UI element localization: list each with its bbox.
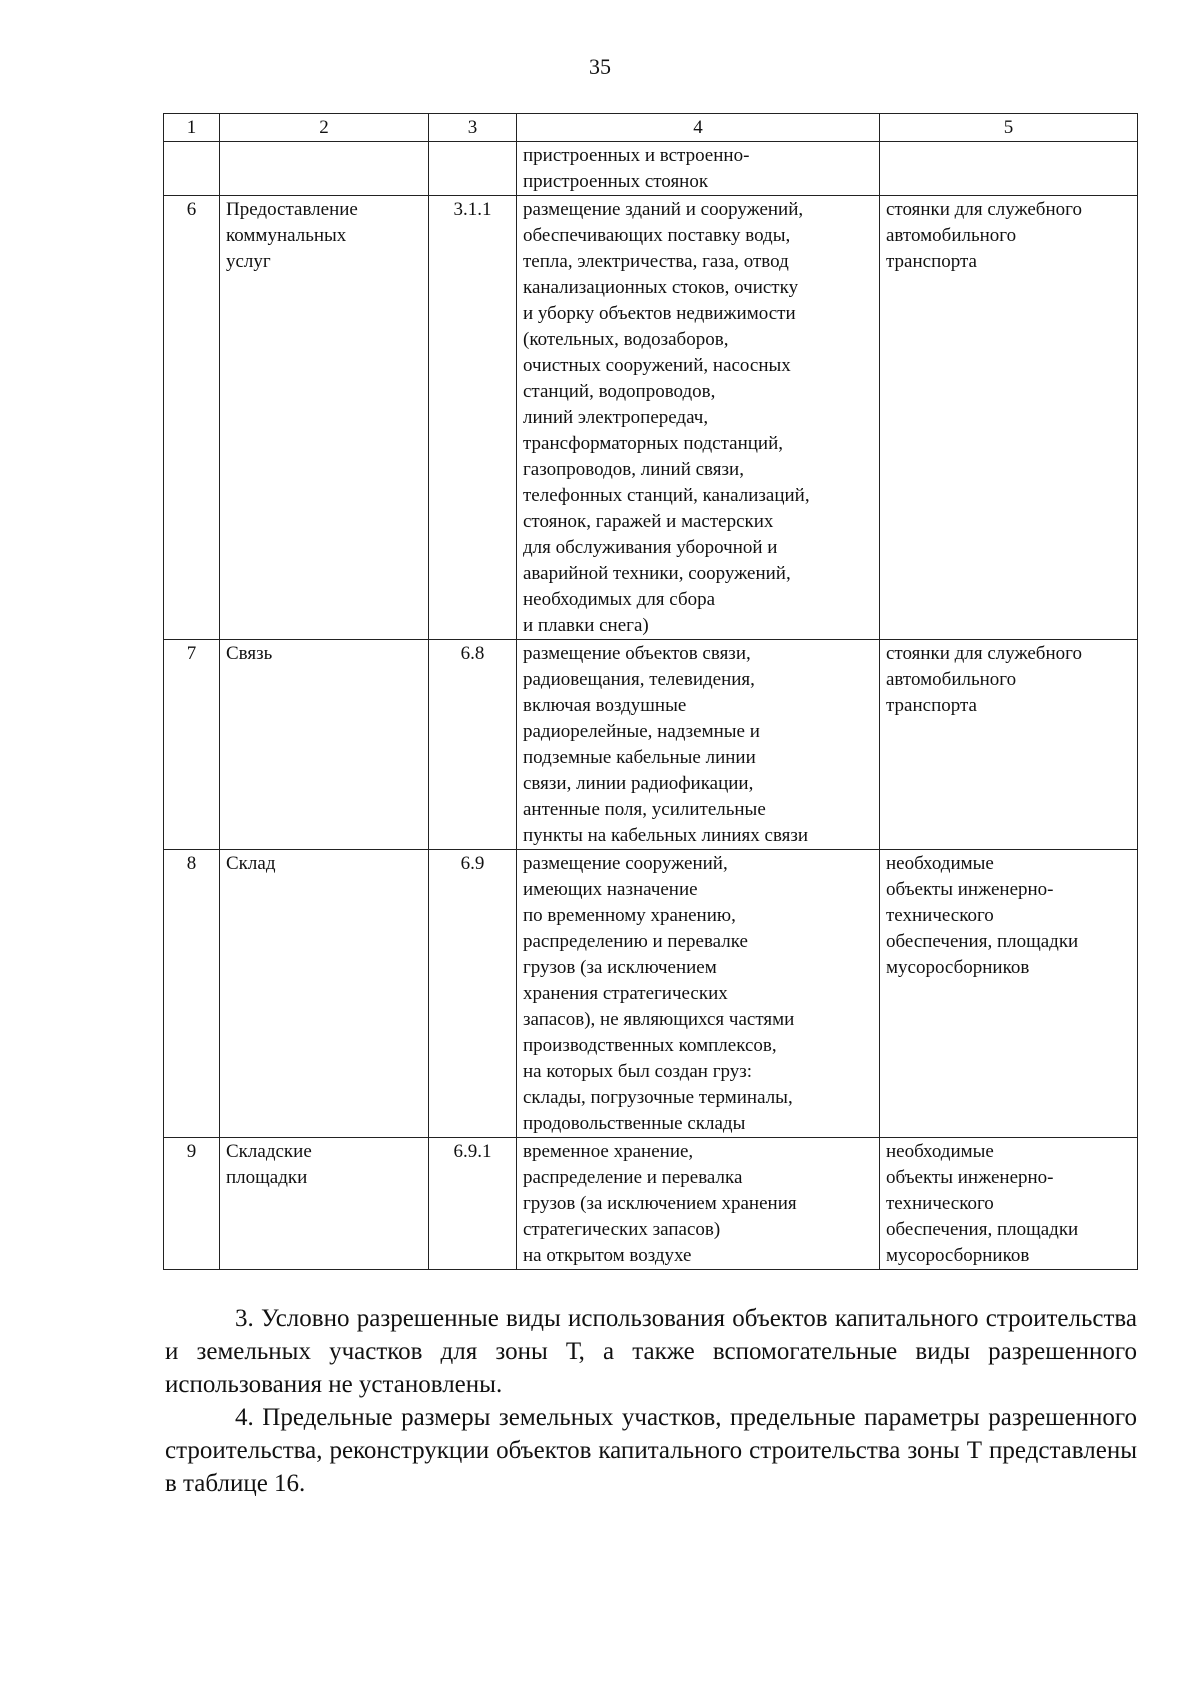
use-code-cell [429,850,517,1138]
column-header: 4 [517,114,880,142]
use-code: 6.9.1 [453,1141,492,1162]
use-name: Связь [226,643,273,664]
use-description: размещение зданий и сооружений, обеспечивающих поставку воды, тепла, электричества, газа, отвод канализационных стоков, очистку и уборку объектов недвижимости (котельных, водозаборов, очистных сооружений, насосных станций, водопроводов, линий электропередач, трансформаторных подстанций, газопроводов, линий связи, телефонных станций, канализаций, стоянок, гаражей и мастерских для обслуживания уборочной и аварийной техники, сооружений, необходимых для сбора и плавки снега) [523,199,810,636]
use-code-cell [429,640,517,850]
auxiliary-use: стоянки для служебного автомобильного транспорта [886,643,1082,716]
column-header: 5 [880,114,1138,142]
use-code-cell [429,1138,517,1270]
use-name: Предоставление коммунальных услуг [226,199,358,272]
use-name-cell [220,196,429,640]
table-header-row [164,114,1138,142]
auxiliary-cell [880,850,1138,1138]
row-number: 7 [186,643,197,664]
description-cell [517,196,880,640]
use-code: 3.1.1 [453,199,492,220]
row-number-cell [164,850,220,1138]
description-cell [517,850,880,1138]
row-number: 6 [186,199,197,220]
use-name-cell [220,640,429,850]
auxiliary-cell [880,1138,1138,1270]
table-row [164,850,1138,1138]
table-row [164,196,1138,640]
table-row [164,142,1138,196]
use-description: размещение сооружений, имеющих назначение по временному хранению, распределению и перевалке грузов (за исключением хранения стратегических запасов), не являющихся частями производственных комплексов, на которых был создан груз: склады, погрузочные терминалы, продовольственные склады [523,853,795,1134]
table-row [164,1138,1138,1270]
land-use-table [163,113,1138,1270]
use-code-cell [429,142,517,196]
row-number-cell [164,640,220,850]
row-number: 9 [186,1141,197,1162]
auxiliary-use: стоянки для служебного автомобильного транспорта [886,199,1082,272]
paragraph-4: 4. Предельные размеры земельных участков, предельные параметры разрешенного строительства, реконструкции объектов капитального строительства зоны Т представлены в таблице 16. [165,1404,1137,1497]
use-description: пристроенных и встроенно- пристроенных стоянок [523,145,750,192]
auxiliary-use: необходимые объекты инженерно- технического обеспечения, площадки мусоросборников [886,1141,1079,1266]
auxiliary-cell [880,142,1138,196]
use-name-cell [220,1138,429,1270]
use-description: временное хранение, распределение и перевалка грузов (за исключением хранения стратегических запасов) на открытом воздухе [523,1141,797,1266]
column-header: 1 [164,114,220,142]
description-cell [517,1138,880,1270]
use-name: Складские площадки [226,1141,312,1188]
column-header: 2 [220,114,429,142]
page-number: 35 [589,54,611,79]
row-number: 8 [186,853,197,874]
row-number-cell [164,1138,220,1270]
description-cell [517,640,880,850]
use-code: 6.8 [460,643,485,664]
body-text [165,1302,1137,1500]
description-cell [517,142,880,196]
paragraph-3: 3. Условно разрешенные виды использования объектов капитального строительства и земельных участков для зоны Т, а также вспомогательные виды разрешенного использования не установлены. [165,1305,1137,1398]
auxiliary-cell [880,196,1138,640]
auxiliary-cell [880,640,1138,850]
use-code: 6.9 [460,853,485,874]
row-number-cell [164,196,220,640]
use-code-cell [429,196,517,640]
row-number-cell [164,142,220,196]
use-name-cell [220,142,429,196]
column-header: 3 [429,114,517,142]
use-description: размещение объектов связи, радиовещания, телевидения, включая воздушные радиорелейные, надземные и подземные кабельные линии связи, линии радиофикации, антенные поля, усилительные пункты на кабельных линиях связи [523,643,809,846]
use-name-cell [220,850,429,1138]
use-name: Склад [226,853,276,874]
auxiliary-use: необходимые объекты инженерно- технического обеспечения, площадки мусоросборников [886,853,1079,978]
table-row [164,640,1138,850]
